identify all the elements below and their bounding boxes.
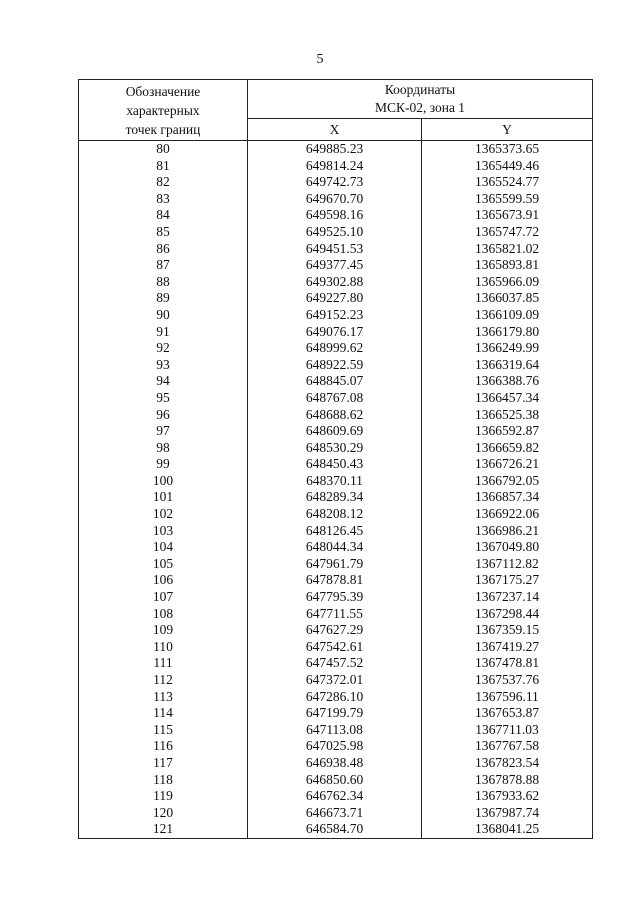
x-cell: 646938.48 — [248, 755, 422, 772]
x-cell: 648609.69 — [248, 423, 422, 440]
x-cell: 648999.62 — [248, 340, 422, 357]
x-cell: 647961.79 — [248, 556, 422, 573]
point-cell: 119 — [79, 788, 248, 805]
x-cell: 648208.12 — [248, 506, 422, 523]
x-cell: 646850.60 — [248, 772, 422, 789]
x-cell: 646673.71 — [248, 805, 422, 822]
y-cell: 1367823.54 — [422, 755, 593, 772]
point-cell: 94 — [79, 373, 248, 390]
point-cell: 100 — [79, 473, 248, 490]
table-row — [79, 158, 593, 175]
x-cell: 647025.98 — [248, 738, 422, 755]
point-cell: 83 — [79, 191, 248, 208]
header-point-line: Обозначение — [125, 83, 201, 99]
y-cell: 1365821.02 — [422, 241, 593, 258]
header-y: Y — [422, 119, 593, 141]
table-row — [79, 788, 593, 805]
point-cell: 114 — [79, 705, 248, 722]
point-cell: 103 — [79, 523, 248, 540]
header-x: X — [248, 119, 422, 141]
y-cell: 1367175.27 — [422, 572, 593, 589]
y-cell: 1367478.81 — [422, 655, 593, 672]
header-point-designation — [79, 80, 248, 141]
x-cell: 649076.17 — [248, 324, 422, 341]
table-row — [79, 722, 593, 739]
table-row — [79, 589, 593, 606]
point-cell: 98 — [79, 440, 248, 457]
point-cell: 107 — [79, 589, 248, 606]
x-cell: 647113.08 — [248, 722, 422, 739]
table-row — [79, 390, 593, 407]
point-cell: 81 — [79, 158, 248, 175]
y-cell: 1367298.44 — [422, 606, 593, 623]
x-cell: 647878.81 — [248, 572, 422, 589]
y-cell: 1366986.21 — [422, 523, 593, 540]
table-row — [79, 506, 593, 523]
table-row — [79, 689, 593, 706]
table-row — [79, 772, 593, 789]
x-cell: 648126.45 — [248, 523, 422, 540]
y-cell: 1367419.27 — [422, 639, 593, 656]
point-cell: 106 — [79, 572, 248, 589]
y-cell: 1366249.99 — [422, 340, 593, 357]
y-cell: 1367359.15 — [422, 622, 593, 639]
table-row — [79, 622, 593, 639]
y-cell: 1367987.74 — [422, 805, 593, 822]
y-cell: 1366319.64 — [422, 357, 593, 374]
y-cell: 1366525.38 — [422, 407, 593, 424]
x-cell: 649152.23 — [248, 307, 422, 324]
x-cell: 647372.01 — [248, 672, 422, 689]
x-cell: 648530.29 — [248, 440, 422, 457]
table-row — [79, 340, 593, 357]
x-cell: 647542.61 — [248, 639, 422, 656]
point-cell: 82 — [79, 174, 248, 191]
x-cell: 649742.73 — [248, 174, 422, 191]
y-cell: 1366726.21 — [422, 456, 593, 473]
point-cell: 110 — [79, 639, 248, 656]
table-row — [79, 572, 593, 589]
y-cell: 1368041.25 — [422, 821, 593, 838]
point-cell: 99 — [79, 456, 248, 473]
point-cell: 89 — [79, 290, 248, 307]
point-cell: 95 — [79, 390, 248, 407]
point-cell: 118 — [79, 772, 248, 789]
table-row — [79, 639, 593, 656]
y-cell: 1367112.82 — [422, 556, 593, 573]
point-cell: 84 — [79, 207, 248, 224]
y-cell: 1366922.06 — [422, 506, 593, 523]
table-header — [79, 80, 593, 141]
point-cell: 111 — [79, 655, 248, 672]
table-body — [79, 141, 593, 839]
table-row — [79, 440, 593, 457]
y-cell: 1366857.34 — [422, 489, 593, 506]
header-coordinates — [248, 80, 593, 119]
header-coords-line: МСК-02, зона 1 — [374, 100, 466, 115]
point-cell: 121 — [79, 821, 248, 838]
point-cell: 104 — [79, 539, 248, 556]
x-cell: 649814.24 — [248, 158, 422, 175]
table-row — [79, 423, 593, 440]
x-cell: 649525.10 — [248, 224, 422, 241]
table-row — [79, 207, 593, 224]
coordinates-table — [78, 79, 593, 839]
y-cell: 1365524.77 — [422, 174, 593, 191]
table-row — [79, 407, 593, 424]
y-cell: 1367767.58 — [422, 738, 593, 755]
y-cell: 1366792.05 — [422, 473, 593, 490]
table-row — [79, 191, 593, 208]
table-row — [79, 456, 593, 473]
table-row — [79, 373, 593, 390]
x-cell: 648767.08 — [248, 390, 422, 407]
point-cell: 85 — [79, 224, 248, 241]
point-cell: 101 — [79, 489, 248, 506]
table-row — [79, 290, 593, 307]
point-cell: 91 — [79, 324, 248, 341]
point-cell: 102 — [79, 506, 248, 523]
point-cell: 105 — [79, 556, 248, 573]
x-cell: 648044.34 — [248, 539, 422, 556]
table-row — [79, 821, 593, 838]
table-row — [79, 705, 593, 722]
table-row — [79, 224, 593, 241]
table-row — [79, 523, 593, 540]
y-cell: 1367711.03 — [422, 722, 593, 739]
x-cell: 649885.23 — [248, 141, 422, 158]
x-cell: 647627.29 — [248, 622, 422, 639]
y-cell: 1365449.46 — [422, 158, 593, 175]
point-cell: 96 — [79, 407, 248, 424]
x-cell: 647795.39 — [248, 589, 422, 606]
y-cell: 1367596.11 — [422, 689, 593, 706]
point-cell: 116 — [79, 738, 248, 755]
x-cell: 649451.53 — [248, 241, 422, 258]
table-row — [79, 606, 593, 623]
table-row — [79, 805, 593, 822]
y-cell: 1366659.82 — [422, 440, 593, 457]
point-cell: 108 — [79, 606, 248, 623]
x-cell: 647286.10 — [248, 689, 422, 706]
table-row — [79, 489, 593, 506]
x-cell: 646584.70 — [248, 821, 422, 838]
point-cell: 93 — [79, 357, 248, 374]
page-number: 5 — [316, 52, 324, 67]
x-cell: 648289.34 — [248, 489, 422, 506]
y-cell: 1365673.91 — [422, 207, 593, 224]
table-row — [79, 307, 593, 324]
x-cell: 649377.45 — [248, 257, 422, 274]
table-row — [79, 357, 593, 374]
x-cell: 649670.70 — [248, 191, 422, 208]
y-cell: 1366179.80 — [422, 324, 593, 341]
point-cell: 113 — [79, 689, 248, 706]
y-cell: 1367878.88 — [422, 772, 593, 789]
point-cell: 88 — [79, 274, 248, 291]
x-cell: 648922.59 — [248, 357, 422, 374]
header-coords-line: Координаты — [384, 82, 456, 97]
point-cell: 112 — [79, 672, 248, 689]
point-cell: 117 — [79, 755, 248, 772]
point-cell: 87 — [79, 257, 248, 274]
header-point-line: точек границ — [125, 121, 201, 137]
x-cell: 648450.43 — [248, 456, 422, 473]
point-cell: 120 — [79, 805, 248, 822]
x-cell: 648845.07 — [248, 373, 422, 390]
x-cell: 646762.34 — [248, 788, 422, 805]
table-row — [79, 672, 593, 689]
y-cell: 1366388.76 — [422, 373, 593, 390]
x-cell: 647457.52 — [248, 655, 422, 672]
x-cell: 649227.80 — [248, 290, 422, 307]
y-cell: 1367237.14 — [422, 589, 593, 606]
x-cell: 648370.11 — [248, 473, 422, 490]
y-cell: 1367933.62 — [422, 788, 593, 805]
table-row — [79, 556, 593, 573]
point-cell: 80 — [79, 141, 248, 158]
x-cell: 647711.55 — [248, 606, 422, 623]
point-cell: 90 — [79, 307, 248, 324]
y-cell: 1366457.34 — [422, 390, 593, 407]
x-cell: 648688.62 — [248, 407, 422, 424]
y-cell: 1365966.09 — [422, 274, 593, 291]
table-row — [79, 141, 593, 158]
point-cell: 97 — [79, 423, 248, 440]
x-cell: 649302.88 — [248, 274, 422, 291]
y-cell: 1365373.65 — [422, 141, 593, 158]
y-cell: 1365893.81 — [422, 257, 593, 274]
point-cell: 92 — [79, 340, 248, 357]
table-row — [79, 473, 593, 490]
table-row — [79, 539, 593, 556]
y-cell: 1367653.87 — [422, 705, 593, 722]
table-row — [79, 738, 593, 755]
y-cell: 1367049.80 — [422, 539, 593, 556]
y-cell: 1366592.87 — [422, 423, 593, 440]
table-row — [79, 274, 593, 291]
y-cell: 1366037.85 — [422, 290, 593, 307]
y-cell: 1366109.09 — [422, 307, 593, 324]
table-row — [79, 174, 593, 191]
table-row — [79, 241, 593, 258]
y-cell: 1365747.72 — [422, 224, 593, 241]
table-row — [79, 655, 593, 672]
y-cell: 1367537.76 — [422, 672, 593, 689]
table-row — [79, 755, 593, 772]
x-cell: 649598.16 — [248, 207, 422, 224]
table-row — [79, 257, 593, 274]
point-cell: 109 — [79, 622, 248, 639]
y-cell: 1365599.59 — [422, 191, 593, 208]
header-point-line: характерных — [126, 102, 200, 118]
point-cell: 115 — [79, 722, 248, 739]
x-cell: 647199.79 — [248, 705, 422, 722]
table-row — [79, 324, 593, 341]
point-cell: 86 — [79, 241, 248, 258]
